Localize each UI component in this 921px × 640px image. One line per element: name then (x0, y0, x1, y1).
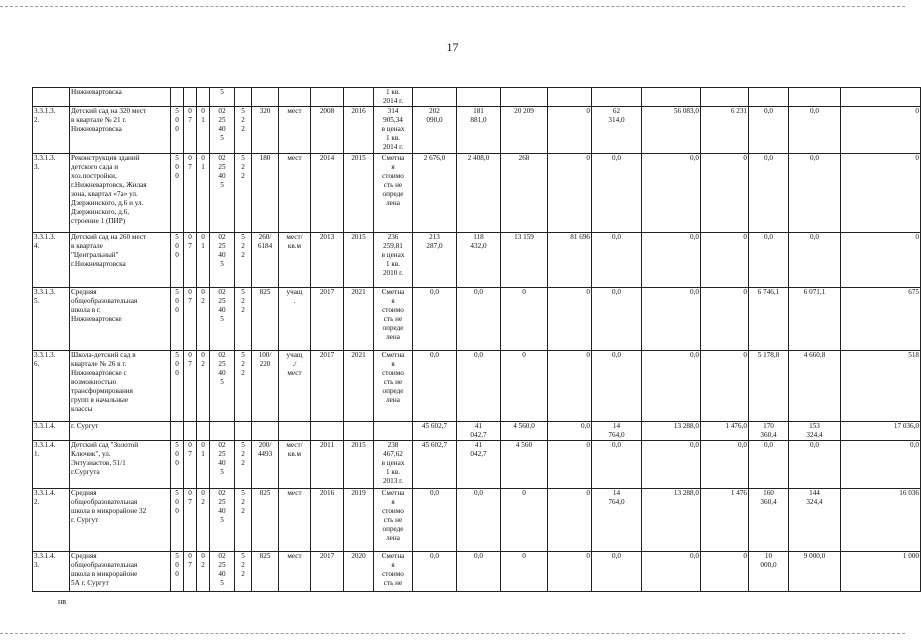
table-cell (642, 88, 701, 107)
table-row (33, 441, 921, 489)
table-cell: 2021 (344, 288, 374, 351)
table-cell: 13 288,0 (642, 489, 701, 552)
table-cell: 14 764,0 (592, 489, 642, 552)
table-cell: 5 2 2 (235, 233, 252, 288)
table-cell: 0 7 (184, 441, 197, 489)
table-cell: 0 (841, 154, 921, 233)
table-cell: 0 (701, 154, 749, 233)
table-cell: 0,0 (789, 154, 841, 233)
table-cell: 5 2 2 (235, 351, 252, 422)
table-cell: 5 0 0 (171, 233, 184, 288)
table-cell: мест/ кв.м (279, 441, 311, 489)
table-cell: 0,0 (789, 107, 841, 154)
table-cell: 2015 (344, 233, 374, 288)
table-cell (841, 88, 921, 107)
table-cell: 3.3.1.3. 6. (33, 351, 70, 422)
table-cell: 0,0 (789, 441, 841, 489)
table-cell (33, 88, 70, 107)
table-cell: 320 (252, 107, 279, 154)
table-row (33, 351, 921, 422)
table-cell (311, 88, 344, 107)
table-cell: 0 7 (184, 351, 197, 422)
table-cell: 3.3.1.4. 1. (33, 441, 70, 489)
table-cell: 153 324,4 (789, 422, 841, 441)
table-cell: 20 209 (501, 107, 548, 154)
table-cell (235, 422, 252, 441)
table-cell: 3.3.1.4. 2. (33, 489, 70, 552)
table-row (33, 489, 921, 552)
table-cell (413, 88, 457, 107)
table-cell: 0,0 (457, 489, 501, 552)
table-cell: 0,0 (841, 441, 921, 489)
table-cell: 2016 (344, 107, 374, 154)
table-cell: Реконструкция зданий детского сада и хоз.постройки, г.Нижневартовск, Жилая зона, квартал «7а» ул. Дзержинского, д.6 и ул. Дзержинского, д.6, строение 1 (ПИР) (70, 154, 171, 233)
table-cell: 0 (501, 288, 548, 351)
table-cell: 5 2 2 (235, 288, 252, 351)
table-cell: Средняя общеобразовательная школа в микрорайоне 32 г. Сургут (70, 489, 171, 552)
table-cell: Сметна я стоимо сть не опреде лена (374, 351, 413, 422)
table-cell: 02 25 40 5 (210, 489, 235, 552)
table-cell: 0,0 (457, 288, 501, 351)
table-cell: 0 2 (197, 288, 210, 351)
table-cell: 14 764,0 (592, 422, 642, 441)
table-cell: 5 178,8 (749, 351, 789, 422)
table-cell: 1 кв. 2014 г. (374, 88, 413, 107)
table-cell (171, 422, 184, 441)
table-cell (592, 88, 642, 107)
table-cell: 0,0 (592, 441, 642, 489)
table-cell: 0 (501, 351, 548, 422)
table-row (33, 552, 921, 592)
table-cell: 13 288,0 (642, 422, 701, 441)
table-cell: 100/ 220 (252, 351, 279, 422)
table-cell: 0,0 (592, 233, 642, 288)
table-cell: г. Сургут (70, 422, 171, 441)
table-cell: 16 036 (841, 489, 921, 552)
table-row (33, 154, 921, 233)
table-cell: 2008 (311, 107, 344, 154)
table-cell: 0 (501, 552, 548, 592)
table-cell: 5 2 2 (235, 107, 252, 154)
table-cell (184, 422, 197, 441)
table-cell: 2 676,0 (413, 154, 457, 233)
table-cell: 0 1 (197, 233, 210, 288)
table-cell (235, 88, 252, 107)
table-cell: 0 (548, 288, 592, 351)
table-cell: 0 (701, 288, 749, 351)
table-cell (311, 422, 344, 441)
table-cell: 170 360,4 (749, 422, 789, 441)
table-cell: 0 7 (184, 154, 197, 233)
page-number: 17 (446, 40, 459, 54)
table-cell: 0,0 (413, 552, 457, 592)
table-cell: 02 25 40 5 (210, 351, 235, 422)
table-cell: 0,0 (592, 154, 642, 233)
table-cell (184, 88, 197, 107)
table-cell: 5 0 0 (171, 107, 184, 154)
table-cell: 6 071,1 (789, 288, 841, 351)
table-cell: 1 476,0 (701, 422, 749, 441)
table-cell (252, 88, 279, 107)
table-body (33, 88, 921, 592)
table-cell: 0 (548, 107, 592, 154)
table-cell: 3.3.1.4. 3. (33, 552, 70, 592)
table-cell: 5 0 0 (171, 489, 184, 552)
table-cell: 0,0 (413, 351, 457, 422)
table-cell: 213 287,0 (413, 233, 457, 288)
table-cell: 1 000 (841, 552, 921, 592)
table-cell: 0 7 (184, 552, 197, 592)
table-cell: 118 432,0 (457, 233, 501, 288)
table-cell: 0,0 (749, 441, 789, 489)
table-cell: мест/ кв.м (279, 233, 311, 288)
table-cell: 0 2 (197, 552, 210, 592)
table-cell: 5 2 2 (235, 552, 252, 592)
table-cell: 0 1 (197, 441, 210, 489)
table-row (33, 233, 921, 288)
table-cell: 260/ 6184 (252, 233, 279, 288)
table-cell: 13 159 (501, 233, 548, 288)
table-cell: 6 231 (701, 107, 749, 154)
table-cell: 0,0 (642, 288, 701, 351)
table-cell: 0 (501, 489, 548, 552)
table-cell: 0 (548, 441, 592, 489)
table-cell: 02 25 40 5 (210, 288, 235, 351)
table-cell: Сметна я стоимо сть не опреде лена (374, 154, 413, 233)
table-cell (501, 88, 548, 107)
table-cell: 0,0 (457, 552, 501, 592)
table-cell: 0,0 (413, 489, 457, 552)
table-cell: Сметна я стоимо сть не опреде лена (374, 489, 413, 552)
table-cell: 17 036,0 (841, 422, 921, 441)
table-cell: 0 7 (184, 489, 197, 552)
table-cell: 0,0 (749, 154, 789, 233)
table-cell (548, 88, 592, 107)
table-cell: 5 0 0 (171, 351, 184, 422)
table-cell: 0,0 (701, 441, 749, 489)
table-cell: 0 (548, 351, 592, 422)
table-cell: 02 25 40 5 (210, 233, 235, 288)
table-cell: Нижневартовска (70, 88, 171, 107)
table-cell: 0,0 (592, 552, 642, 592)
table-cell (279, 88, 311, 107)
table-cell: мест (279, 489, 311, 552)
table-cell: 5 2 2 (235, 154, 252, 233)
table-cell: 0 (548, 552, 592, 592)
table-cell: Школа-детский сад в квартале № 26 в г. Нижневартовске с возможностью трансформирования групп в начальные классы (70, 351, 171, 422)
table-cell: мест (279, 107, 311, 154)
table-cell: Детский сад на 260 мест в квартале "Центральный" г.Нижневартовска (70, 233, 171, 288)
table-cell: 268 (501, 154, 548, 233)
table-cell (374, 422, 413, 441)
table-cell: 181 881,0 (457, 107, 501, 154)
table-cell: 202 090,0 (413, 107, 457, 154)
table-cell: 5 0 0 (171, 552, 184, 592)
table-cell: учащ ./ мест (279, 351, 311, 422)
table-cell: 0 (548, 154, 592, 233)
table-cell: 62 314,0 (592, 107, 642, 154)
table-cell: 2021 (344, 351, 374, 422)
table-cell: 56 083,0 (642, 107, 701, 154)
table-cell: 5 (210, 88, 235, 107)
table-cell (789, 88, 841, 107)
table-cell: 0 (701, 552, 749, 592)
table-cell: 02 25 40 5 (210, 154, 235, 233)
table-cell: Средняя общеобразовательная школа в г. Нижневартовске (70, 288, 171, 351)
table-row (33, 422, 921, 441)
table-cell: 0,0 (642, 552, 701, 592)
table-cell: 238 467,62 в ценах 1 кв. 2013 г. (374, 441, 413, 489)
table-cell (197, 88, 210, 107)
table-cell: 2020 (344, 552, 374, 592)
table-cell (457, 88, 501, 107)
budget-table (32, 87, 921, 592)
table-cell: 0,0 (592, 288, 642, 351)
table-cell: 2016 (311, 489, 344, 552)
table-cell: 0 1 (197, 107, 210, 154)
table-cell: 5 0 0 (171, 441, 184, 489)
table-cell: 0,0 (548, 422, 592, 441)
table-cell: 2017 (311, 351, 344, 422)
table-cell: 2015 (344, 441, 374, 489)
table-cell: 825 (252, 489, 279, 552)
table-cell: 3.3.1.4. (33, 422, 70, 441)
table-cell: 0 2 (197, 489, 210, 552)
table-cell (279, 422, 311, 441)
table-cell: 825 (252, 288, 279, 351)
table-cell: 675 (841, 288, 921, 351)
table-cell: 0,0 (642, 351, 701, 422)
table-cell: 518 (841, 351, 921, 422)
table-cell: 02 25 40 5 (210, 441, 235, 489)
table-cell: 180 (252, 154, 279, 233)
table-cell (210, 422, 235, 441)
table-cell: 02 25 40 5 (210, 552, 235, 592)
table-cell (171, 88, 184, 107)
table-cell: 5 0 0 (171, 154, 184, 233)
table-cell: 0 7 (184, 233, 197, 288)
table-cell: 45 602,7 (413, 441, 457, 489)
table-cell: 02 25 40 5 (210, 107, 235, 154)
table-cell: 2013 (311, 233, 344, 288)
table-cell: 0 (841, 233, 921, 288)
table-cell: 314 905,34 в ценах 1 кв. 2014 г. (374, 107, 413, 154)
table-cell: 41 042,7 (457, 441, 501, 489)
table-cell: 10 000,0 (749, 552, 789, 592)
table-cell: 0 (841, 107, 921, 154)
table-cell: Средняя общеобразовательная школа в микрорайоне 5А г. Сургут (70, 552, 171, 592)
table-cell: 9 000,0 (789, 552, 841, 592)
table-cell: 0,0 (457, 351, 501, 422)
scan-edge-top (0, 6, 905, 7)
scan-edge-bottom (0, 633, 905, 634)
table-cell: 2019 (344, 489, 374, 552)
table-cell: Сметна я стоимо сть не (374, 552, 413, 592)
table-cell: 1 476 (701, 489, 749, 552)
table-cell: 144 324,4 (789, 489, 841, 552)
table-cell: 0,0 (413, 288, 457, 351)
table-cell: 0,0 (642, 154, 701, 233)
table-cell: 0 7 (184, 107, 197, 154)
table-cell: 0 1 (197, 154, 210, 233)
table-cell: 3.3.1.3. 5. (33, 288, 70, 351)
table-cell: 160 360,4 (749, 489, 789, 552)
table-cell: 6 746,1 (749, 288, 789, 351)
table-cell: 3.3.1.3. 4. (33, 233, 70, 288)
table-cell: Сметна я стоимо сть не опреде лена (374, 288, 413, 351)
table-cell: 0 2 (197, 351, 210, 422)
table-cell (344, 422, 374, 441)
table-cell: 2011 (311, 441, 344, 489)
table-cell (344, 88, 374, 107)
table-cell: 4 560 (501, 441, 548, 489)
table-cell: 0,0 (592, 351, 642, 422)
table-cell: 3.3.1.3. 2. (33, 107, 70, 154)
table-cell: 41 042,7 (457, 422, 501, 441)
table-cell (701, 88, 749, 107)
table-cell (252, 422, 279, 441)
table-cell: мест (279, 154, 311, 233)
table-row (33, 88, 921, 107)
table-cell: 2 408,0 (457, 154, 501, 233)
table-cell: 2014 (311, 154, 344, 233)
table-cell: 825 (252, 552, 279, 592)
table-cell: 5 2 2 (235, 441, 252, 489)
table-cell: 2017 (311, 288, 344, 351)
table-cell: 0,0 (642, 441, 701, 489)
table-cell: 0 (701, 351, 749, 422)
table-row (33, 107, 921, 154)
table-cell: 0 (701, 233, 749, 288)
table-cell: 2015 (344, 154, 374, 233)
table-cell: 45 602,7 (413, 422, 457, 441)
table-cell: 5 0 0 (171, 288, 184, 351)
table-cell: 3.3.1.3. 3. (33, 154, 70, 233)
table-cell: 0 7 (184, 288, 197, 351)
table-cell: 236 259,81 в ценах 1 кв. 2010 г. (374, 233, 413, 288)
table-cell: 0,0 (749, 107, 789, 154)
table-cell: 200/ 4493 (252, 441, 279, 489)
table-cell: Детский сад на 320 мест в квартале № 21 г. Нижневартовска (70, 107, 171, 154)
table-cell: 4 560,0 (501, 422, 548, 441)
table-cell: мест (279, 552, 311, 592)
table-cell: 0,0 (749, 233, 789, 288)
table-cell: 0,0 (642, 233, 701, 288)
footer-note: нв (58, 597, 67, 606)
table-cell: 2017 (311, 552, 344, 592)
table-cell: Детский сад "Золотой Ключик", ул. Энтузиастов, 51/1 г.Сургута (70, 441, 171, 489)
table-cell: 4 660,8 (789, 351, 841, 422)
table-cell (197, 422, 210, 441)
table-cell: 5 2 2 (235, 489, 252, 552)
table-cell (749, 88, 789, 107)
table-cell: 0 (548, 489, 592, 552)
table-cell: 81 696 (548, 233, 592, 288)
table-row (33, 288, 921, 351)
table-cell: 0,0 (789, 233, 841, 288)
table-cell: учащ . (279, 288, 311, 351)
